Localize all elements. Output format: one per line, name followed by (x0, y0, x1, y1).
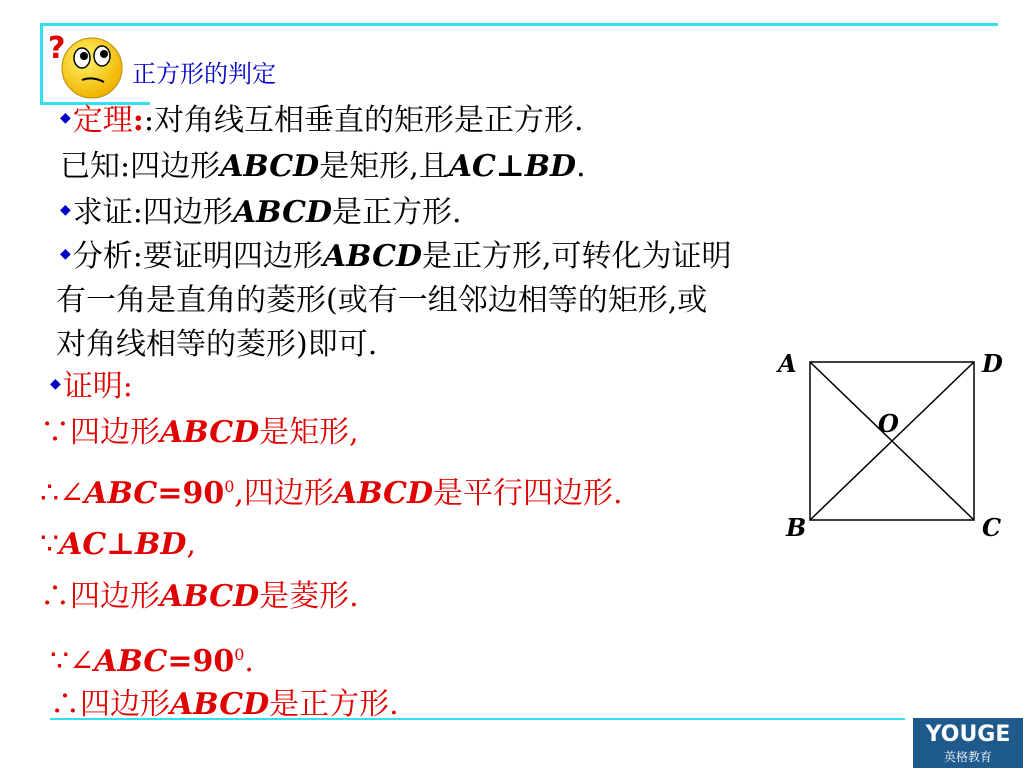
vertex-label-b: B (786, 513, 807, 542)
proof-heading (50, 368, 133, 407)
proof-step-4 (40, 578, 359, 616)
proof-step-3 (40, 526, 196, 564)
prove-text-c: 是正方形. (331, 195, 462, 230)
prove-text-a: 求证:四边形 (72, 195, 233, 230)
proof-step-1 (40, 414, 359, 452)
proof-step-2-c: =90 (157, 476, 225, 511)
theorem-line: ◆定理::对角线互相垂直的矩形是正方形. (60, 103, 584, 138)
center-label-o: O (878, 409, 899, 438)
proof-step-2-a: ∴∠ (40, 476, 85, 511)
proof-step-5 (50, 636, 254, 681)
proof-step-2-f: 是平行四边形. (433, 476, 623, 511)
analysis-text-c: 是正方形,可转化为证明 (421, 239, 732, 274)
proof-step-5-sup: 0 (234, 645, 245, 664)
given-text-c: 是矩形,且 (319, 149, 449, 184)
vertex-label-d: D (982, 349, 1003, 378)
square-diagram (770, 340, 1020, 550)
svg-text:?: ? (48, 31, 66, 66)
proof-step-1-c: 是矩形, (259, 415, 359, 450)
thinking-face-icon (46, 30, 126, 100)
prove-text-b: ABCD (232, 195, 332, 230)
vertex-label-a: A (778, 349, 797, 378)
proof-step-3-a: ∵ (40, 527, 60, 562)
given-line (60, 148, 586, 186)
proof-step-5-b: ABC (94, 644, 168, 679)
proof-step-4-b: ABCD (160, 579, 260, 614)
header-top-rule (40, 23, 998, 26)
diamond-bullet-icon: ◆ (50, 376, 61, 392)
diamond-bullet-icon: ◆ (60, 246, 71, 262)
proof-step-4-c: 是菱形. (259, 579, 359, 614)
logo-main-text: YOUGE (925, 722, 1011, 747)
proof-step-5-a: ∵∠ (50, 644, 95, 679)
theorem-text: :对角线互相垂直的矩形是正方形. (143, 103, 584, 138)
proof-step-2 (40, 468, 623, 513)
analysis-line-2: 有一角是直角的菱形(或有一组邻边相等的矩形,或 (56, 283, 708, 318)
given-text-a: 已知:四边形 (60, 149, 221, 184)
proof-step-5-c: =90 (167, 644, 235, 679)
analysis-line-3: 对角线相等的菱形)即可. (56, 327, 378, 362)
prove-line (60, 194, 462, 233)
given-text-e: . (576, 149, 586, 184)
youge-logo (913, 718, 1023, 768)
proof-step-6 (50, 686, 399, 724)
analysis-line-1 (60, 238, 732, 277)
analysis-text-b: ABCD (322, 239, 422, 274)
proof-step-2-d: ,四边形 (234, 476, 334, 511)
proof-step-6-b: ABCD (170, 687, 270, 722)
proof-step-1-a: ∵四边形 (40, 415, 160, 450)
proof-step-2-e: ABCD (333, 476, 434, 511)
page-title: 正方形的判定 (132, 60, 276, 88)
proof-label: 证明: (62, 369, 133, 404)
header-left-rule (40, 23, 43, 103)
theorem-label: 定理 (72, 103, 133, 138)
given-text-d: AC⊥BD (448, 149, 577, 184)
proof-step-6-c: 是正方形. (269, 687, 399, 722)
diamond-bullet-icon: ◆ (60, 202, 71, 218)
analysis-text-a: 分析:要证明四边形 (72, 239, 323, 274)
proof-step-3-b: AC⊥BD (59, 527, 187, 562)
proof-step-5-d: . (244, 644, 254, 679)
proof-step-1-b: ABCD (160, 415, 260, 450)
proof-step-6-a: ∴四边形 (50, 687, 170, 722)
diamond-bullet-icon: ◆ (60, 110, 71, 126)
proof-step-3-c: , (186, 527, 196, 562)
logo-sub-text: 英格教育 (943, 750, 992, 764)
proof-step-4-a: ∴四边形 (40, 579, 160, 614)
vertex-label-c: C (982, 513, 1002, 542)
proof-step-2-sup: 0 (224, 477, 235, 496)
given-text-b: ABCD (220, 149, 320, 184)
proof-step-2-b: ABC (84, 476, 158, 511)
